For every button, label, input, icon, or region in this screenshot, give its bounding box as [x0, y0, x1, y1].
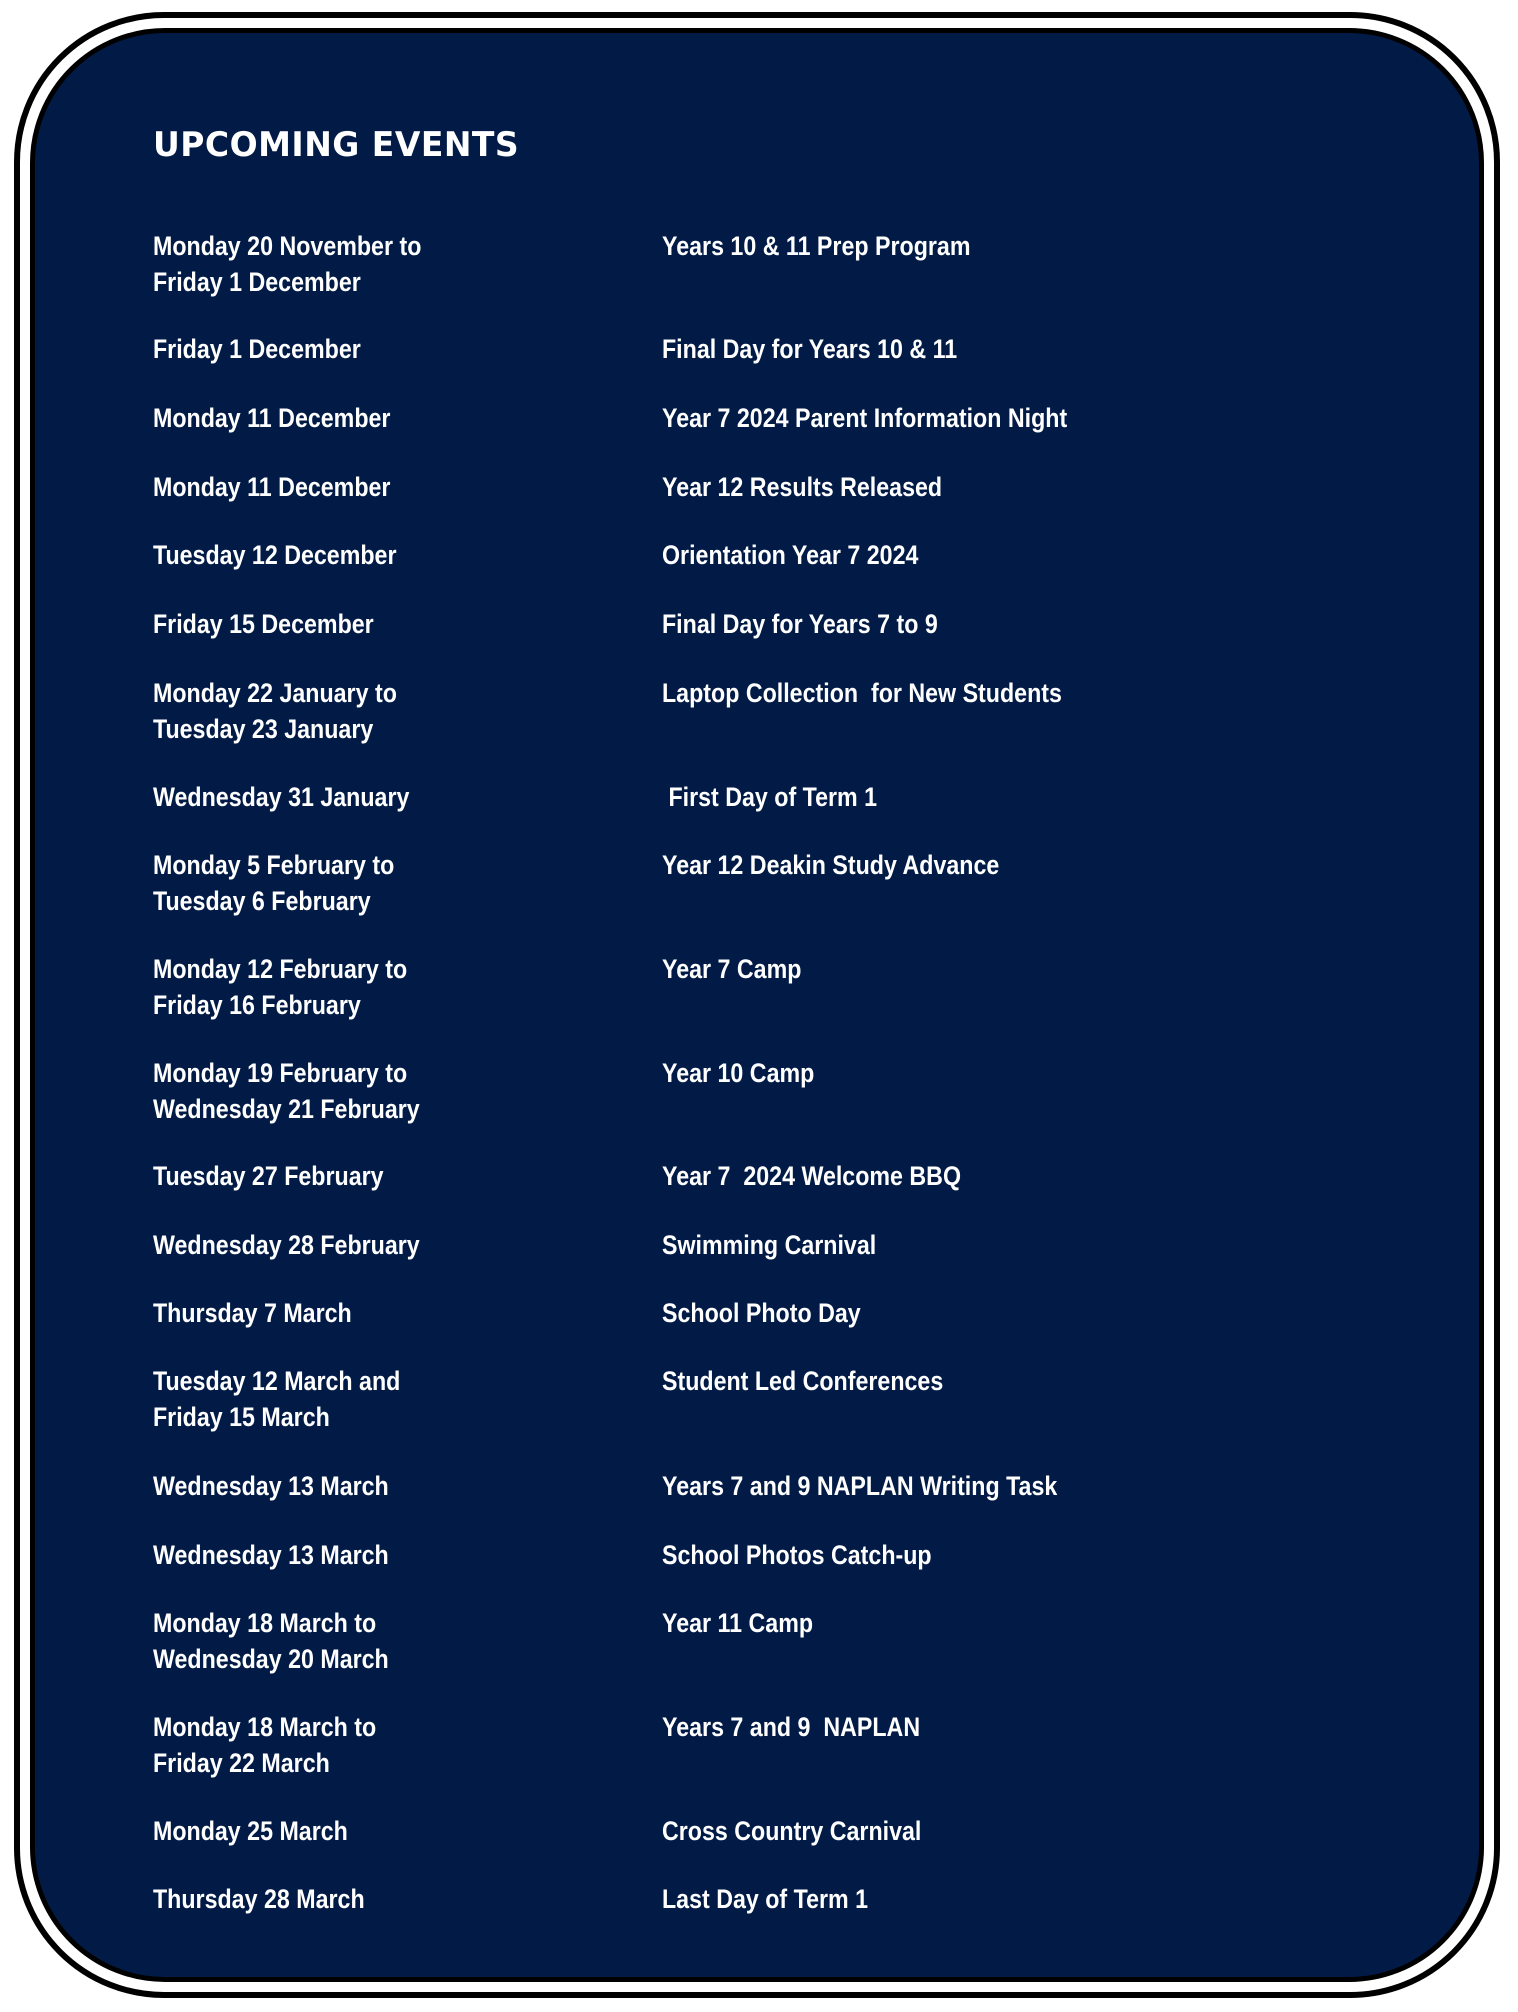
event-date: Wednesday 28 February: [153, 1230, 420, 1260]
event-description: Last Day of Term 1: [662, 1884, 869, 1914]
event-date: Wednesday 31 January: [153, 782, 410, 812]
event-description: Year 10 Camp: [662, 1058, 815, 1088]
event-description: Year 12 Results Released: [662, 472, 943, 502]
event-description: School Photo Day: [662, 1298, 861, 1328]
event-description: Years 10 & 11 Prep Program: [662, 231, 971, 261]
event-date: Monday 18 March to Friday 22 March: [153, 1712, 377, 1778]
event-description: Cross Country Carnival: [662, 1816, 922, 1846]
event-description: Years 7 and 9 NAPLAN Writing Task: [662, 1471, 1058, 1501]
event-date: Monday 19 February to Wednesday 21 February: [153, 1058, 420, 1124]
event-description: Final Day for Years 10 & 11: [662, 334, 958, 364]
event-description: Year 12 Deakin Study Advance: [662, 850, 1000, 880]
event-description: Laptop Collection for New Students: [662, 678, 1062, 708]
outer-frame: [14, 12, 1500, 1998]
event-date: Tuesday 27 February: [153, 1161, 384, 1191]
event-description: Student Led Conferences: [662, 1366, 944, 1396]
event-date: Wednesday 13 March: [153, 1540, 389, 1570]
event-date: Monday 22 January to Tuesday 23 January: [153, 678, 397, 744]
event-date: Monday 20 November to Friday 1 December: [153, 231, 422, 297]
event-description: Final Day for Years 7 to 9: [662, 609, 938, 639]
events-panel: [30, 28, 1484, 1982]
event-description: Year 7 Camp: [662, 954, 802, 984]
event-date: Monday 11 December: [153, 472, 391, 502]
event-description: Orientation Year 7 2024: [662, 540, 919, 570]
event-date: Tuesday 12 December: [153, 540, 397, 570]
event-description: First Day of Term 1: [662, 782, 878, 812]
event-description: Year 7 2024 Welcome BBQ: [662, 1161, 962, 1191]
event-date: Friday 1 December: [153, 334, 361, 364]
event-description: School Photos Catch-up: [662, 1540, 932, 1570]
page-title: UPCOMING EVENTS: [153, 125, 520, 165]
event-description: Year 11 Camp: [662, 1608, 814, 1638]
event-date: Friday 15 December: [153, 609, 374, 639]
event-date: Tuesday 12 March and Friday 15 March: [153, 1366, 401, 1432]
event-date: Thursday 28 March: [153, 1884, 365, 1914]
event-description: Years 7 and 9 NAPLAN: [662, 1712, 921, 1742]
event-date: Monday 18 March to Wednesday 20 March: [153, 1608, 389, 1674]
event-description: Year 7 2024 Parent Information Night: [662, 403, 1068, 433]
event-date: Monday 5 February to Tuesday 6 February: [153, 850, 395, 916]
event-date: Thursday 7 March: [153, 1298, 352, 1328]
event-date: Monday 12 February to Friday 16 February: [153, 954, 408, 1020]
event-description: Swimming Carnival: [662, 1230, 877, 1260]
event-date: Monday 11 December: [153, 403, 391, 433]
event-date: Monday 25 March: [153, 1816, 348, 1846]
event-date: Wednesday 13 March: [153, 1471, 389, 1501]
